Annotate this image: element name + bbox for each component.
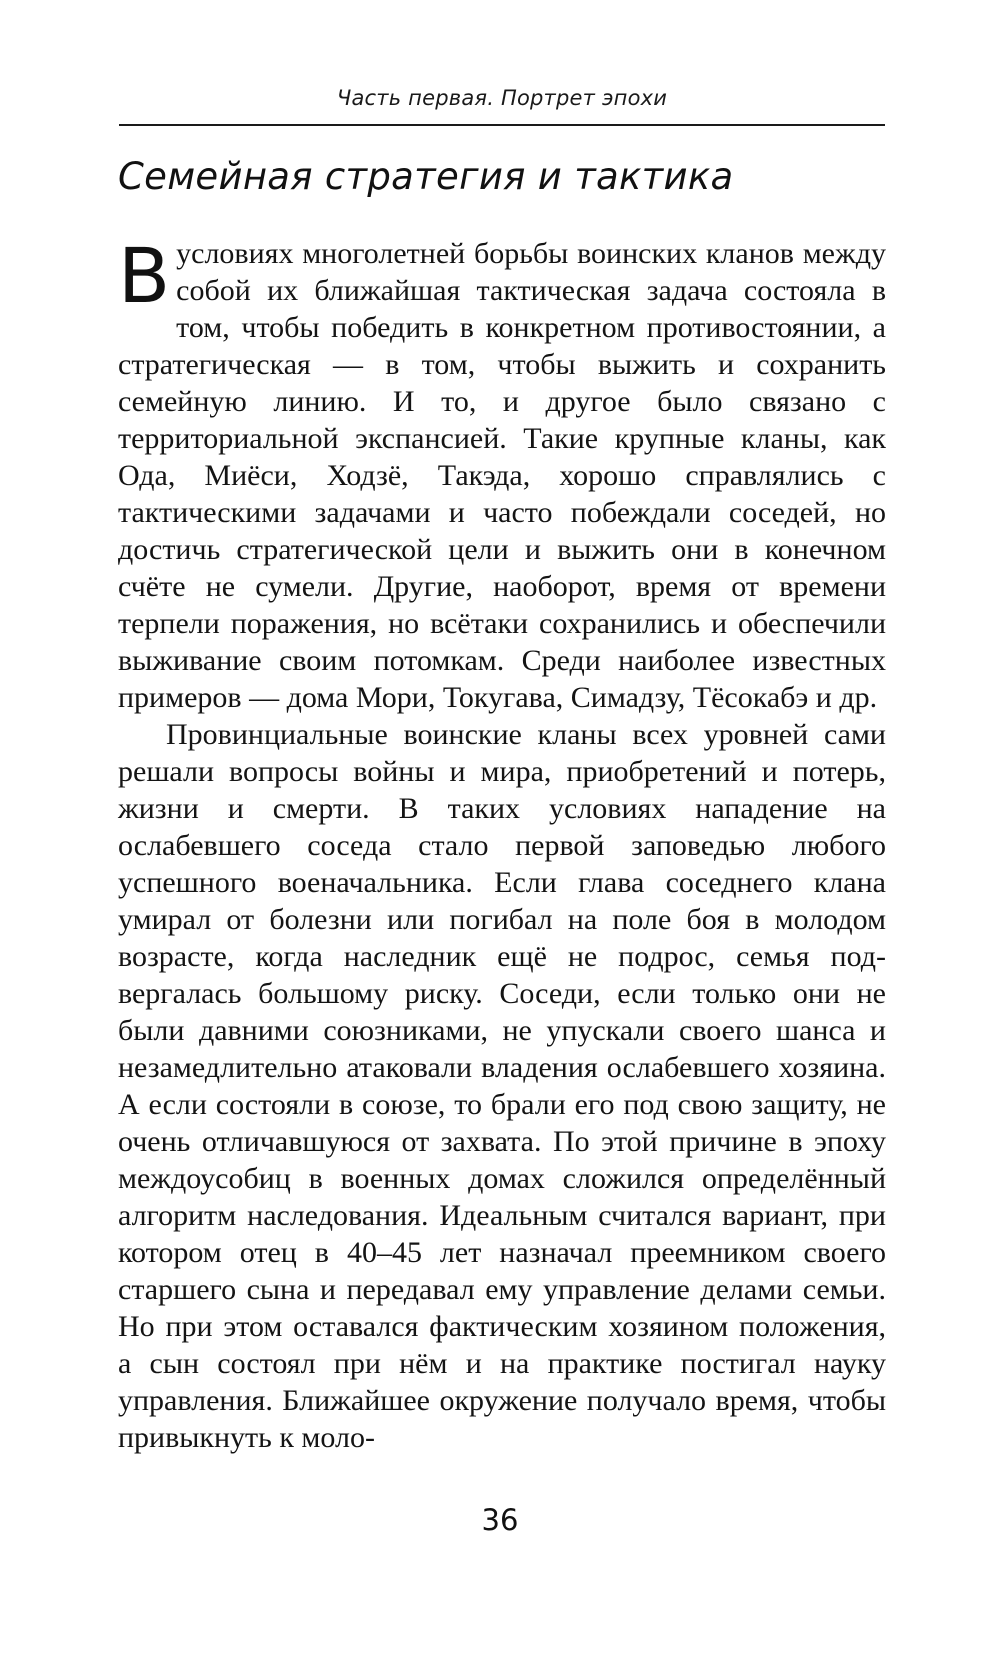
paragraph-2: Провинциальные воинские кланы всех уровней сами решали вопросы войны и мира, приобретений и потерь, жизни и смерти. В таких условиях нападение на ослабевшего соседа стало первой заповедью любого успешного военачальника. Если глава соседнего клана умирал от болезни или погибал на поле боя в молодом возрасте, когда наследник ещё не подрос, семья подвергалась большому риску. Соседи, если только они не были давними союзниками, не упускали своего шанса и незамедлительно атаковали владения ослабевшего хозяина. А если состояли в союзе, то брали его под свою защиту, не очень отличавшуюся от захвата. По этой причине в эпоху междоусобиц в военных домах сложился определённый алгоритм наследования. Идеальным считался вариант, при котором отец в 40–45 лет назначал преемником своего старшего сына и передавал ему управление делами семьи. Но при этом оставался фактическим хозяином положения, а сын состоял при нём и на практике постигал науку управления. Ближайшее окружение получало время, чтобы привыкнуть к моло- [118,718,886,1454]
drop-cap: В [118,231,171,320]
page-number: 36 [481,1503,519,1537]
paragraph-1 [118,231,886,716]
header-divider [119,124,885,126]
running-head: Часть первая. Портрет эпохи [336,86,668,110]
chapter-title: Семейная стратегия и тактика [118,155,734,198]
body-text [118,231,886,1456]
paragraph-1-text: условиях многолетней борьбы воинских кланов между собой их ближайшая тактическая задача состояла в том, чтобы победить в конкретном противостоянии, а стратегическая — в том, чтобы выжить и сохранить семейную линию. И то, и другое было связано с территориальной экспансией. Такие крупные кланы, как Ода, Миёси, Ходзё, Такэда, хорошо справлялись с тактическими задачами и часто побеждали соседей, но достичь стратегической цели и выжить они в конечном счёте не сумели. Другие, наоборот, время от времени терпели поражения, но всётаки сохранились и обеспечили выживание своим потомкам. Среди наиболее известных примеров — дома Мори, Токугава, Симадзу, Тёсокабэ и др. [118,237,886,714]
